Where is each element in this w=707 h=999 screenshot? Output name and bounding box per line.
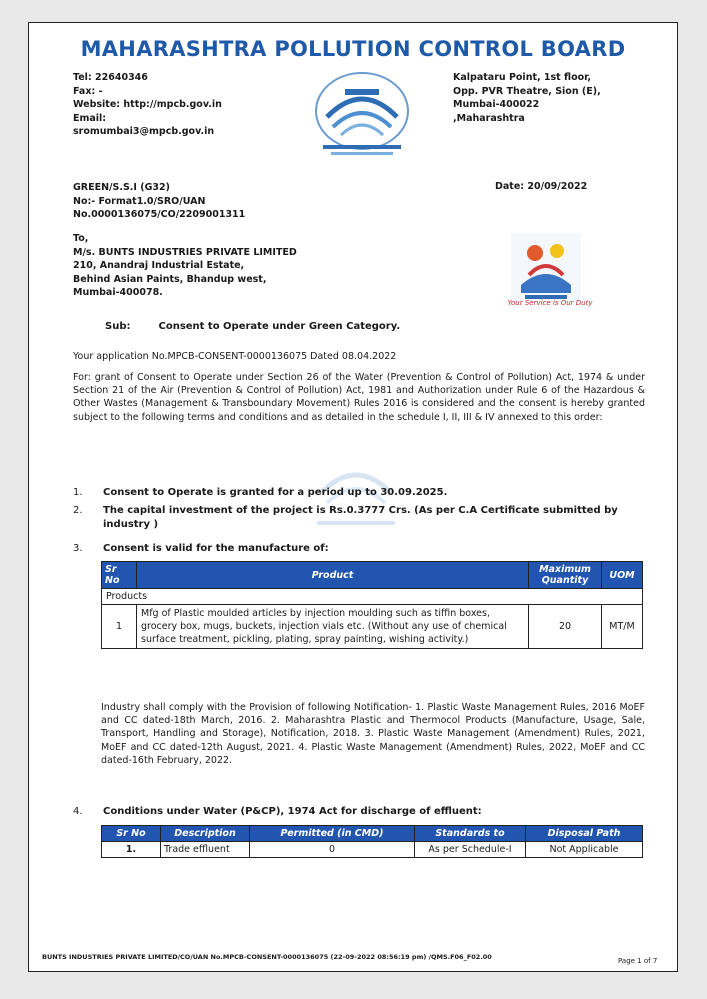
board-title: MAHARASHTRA POLLUTION CONTROL BOARD bbox=[80, 37, 626, 61]
effluent-table bbox=[101, 825, 643, 858]
col-sr-no: Sr No bbox=[102, 826, 161, 842]
table-row bbox=[102, 842, 643, 858]
item-number: 3. bbox=[73, 543, 83, 554]
item-text: Conditions under Water (P&CP), 1974 Act for discharge of effluent: bbox=[103, 806, 482, 817]
col-standards: Standards to bbox=[415, 826, 526, 842]
subject-label: Sub: bbox=[105, 321, 131, 332]
addressee-line: Mumbai-400078. bbox=[73, 287, 163, 298]
mpcb-logo-icon bbox=[307, 71, 417, 161]
address-line: Mumbai-400022 bbox=[453, 99, 540, 110]
item-number: 4. bbox=[73, 806, 83, 817]
address-line: Kalpataru Point, 1st floor, bbox=[453, 72, 592, 83]
cell-uom: MT/M bbox=[602, 605, 643, 649]
fax: Fax: - bbox=[73, 85, 103, 97]
col-product: Product bbox=[137, 562, 529, 589]
addressee-block bbox=[73, 232, 297, 300]
col-max-quantity: Maximum Quantity bbox=[529, 562, 602, 589]
cell-permitted: 0 bbox=[250, 842, 415, 858]
office-address bbox=[453, 71, 653, 125]
col-description: Description bbox=[161, 826, 250, 842]
item-text: The capital investment of the project is Rs.0.3777 Crs. (As per C.A Certificate submitted by industry ) bbox=[103, 505, 618, 530]
cell-qty: 20 bbox=[529, 605, 602, 649]
ref-line: GREEN/S.S.I (G32) bbox=[73, 182, 170, 193]
product-table bbox=[101, 561, 643, 649]
contact-details bbox=[73, 71, 288, 139]
col-permitted: Permitted (in CMD) bbox=[250, 826, 415, 842]
footer-document-id: BUNTS INDUSTRIES PRIVATE LIMITED/CO/UAN No.MPCB-CONSENT-0000136075 (22-09-2022 08:56:19 pm) /QMS.F06_F02.00 bbox=[42, 953, 492, 961]
compliance-note: Industry shall comply with the Provision of following Notification- 1. Plastic Waste Management Rules, 2016 MoEF and CC dated-18th March, 2016. 2. Maharashtra Plastic and Thermocol Products (Manufacture, Usage, Sale, Transport, Handling and Storage), Notification, 2018. 3. Plastic Waste Management (Amendment) Rules, 2021, MoEF and CC dated-12th August, 2021. 4. Plastic Waste Management (Amendment) Rules, 2022, MoEF and CC dated-16th February, 2022. bbox=[101, 702, 645, 766]
subject-text: Consent to Operate under Green Category. bbox=[158, 321, 401, 332]
application-reference: Your application No.MPCB-CONSENT-0000136075 Dated 08.04.2022 bbox=[73, 351, 397, 362]
item-text: Consent is valid for the manufacture of: bbox=[103, 543, 329, 554]
cell-description: Trade effluent bbox=[161, 842, 250, 858]
item-text: Consent to Operate is granted for a period up to 30.09.2025. bbox=[103, 487, 448, 498]
website[interactable]: Website: http://mpcb.gov.in bbox=[73, 99, 222, 110]
address-line: ,Maharashtra bbox=[453, 112, 525, 124]
addressee-line: To, bbox=[73, 233, 89, 244]
addressee-line: M/s. BUNTS INDUSTRIES PRIVATE LIMITED bbox=[73, 246, 297, 258]
subject-line bbox=[105, 321, 400, 332]
col-sr-no: Sr No bbox=[102, 562, 137, 589]
col-disposal-path: Disposal Path bbox=[526, 826, 643, 842]
document-page bbox=[28, 22, 678, 972]
page-number: Page 1 of 7 bbox=[618, 957, 658, 965]
address-line: Opp. PVR Theatre, Sion (E), bbox=[453, 85, 601, 97]
email[interactable]: sromumbai3@mpcb.gov.in bbox=[73, 126, 215, 137]
condition-item-4 bbox=[73, 805, 648, 819]
group-label: Products bbox=[102, 589, 643, 605]
intro-paragraph: For: grant of Consent to Operate under Section 26 of the Water (Prevention & Control of Pollution) Act, 1974 & under Section 21 of the Air (Prevention & Control of Pollution) Act, 1981 and Authorization under Rule 6 of the Hazardous & Other Wastes (Management & Transboundary Movement) Rules 2016 is considered and the consent is hereby granted subject to the following terms and conditions and as detailed in the schedule I, II, III & IV annexed to this order: bbox=[73, 372, 645, 423]
condition-item-1 bbox=[73, 486, 648, 500]
item-number: 2. bbox=[73, 505, 83, 516]
addressee-line: Behind Asian Paints, Bhandup west, bbox=[73, 273, 267, 285]
ref-line: No:- Format1.0/SRO/UAN bbox=[73, 195, 206, 207]
item-number: 1. bbox=[73, 487, 83, 498]
cell-sr: 1. bbox=[102, 842, 161, 858]
col-uom: UOM bbox=[602, 562, 643, 589]
table-group-row bbox=[102, 589, 643, 605]
issue-date: Date: 20/09/2022 bbox=[495, 181, 588, 192]
cell-product: Mfg of Plastic moulded articles by injection moulding such as tiffin boxes, grocery box, mugs, buckets, injection vials etc. (Without any use of chemical surface treatment, pickling, plating, spray painting, wishing activity.) bbox=[137, 605, 529, 649]
addressee-line: 210, Anandraj Industrial Estate, bbox=[73, 260, 245, 271]
cell-disposal: Not Applicable bbox=[526, 842, 643, 858]
reference-number bbox=[73, 181, 245, 222]
phone: Tel: 22640346 bbox=[73, 72, 148, 83]
cell-sr: 1 bbox=[102, 605, 137, 649]
condition-item-3 bbox=[73, 542, 648, 556]
cell-standards: As per Schedule-I bbox=[415, 842, 526, 858]
email-label: Email: bbox=[73, 112, 107, 124]
condition-item-2 bbox=[73, 504, 648, 531]
service-emblem-icon bbox=[511, 233, 581, 303]
table-row bbox=[102, 605, 643, 649]
ref-line: No.0000136075/CO/2209001311 bbox=[73, 209, 246, 220]
emblem-tagline: Your Service is Our Duty bbox=[507, 299, 593, 307]
